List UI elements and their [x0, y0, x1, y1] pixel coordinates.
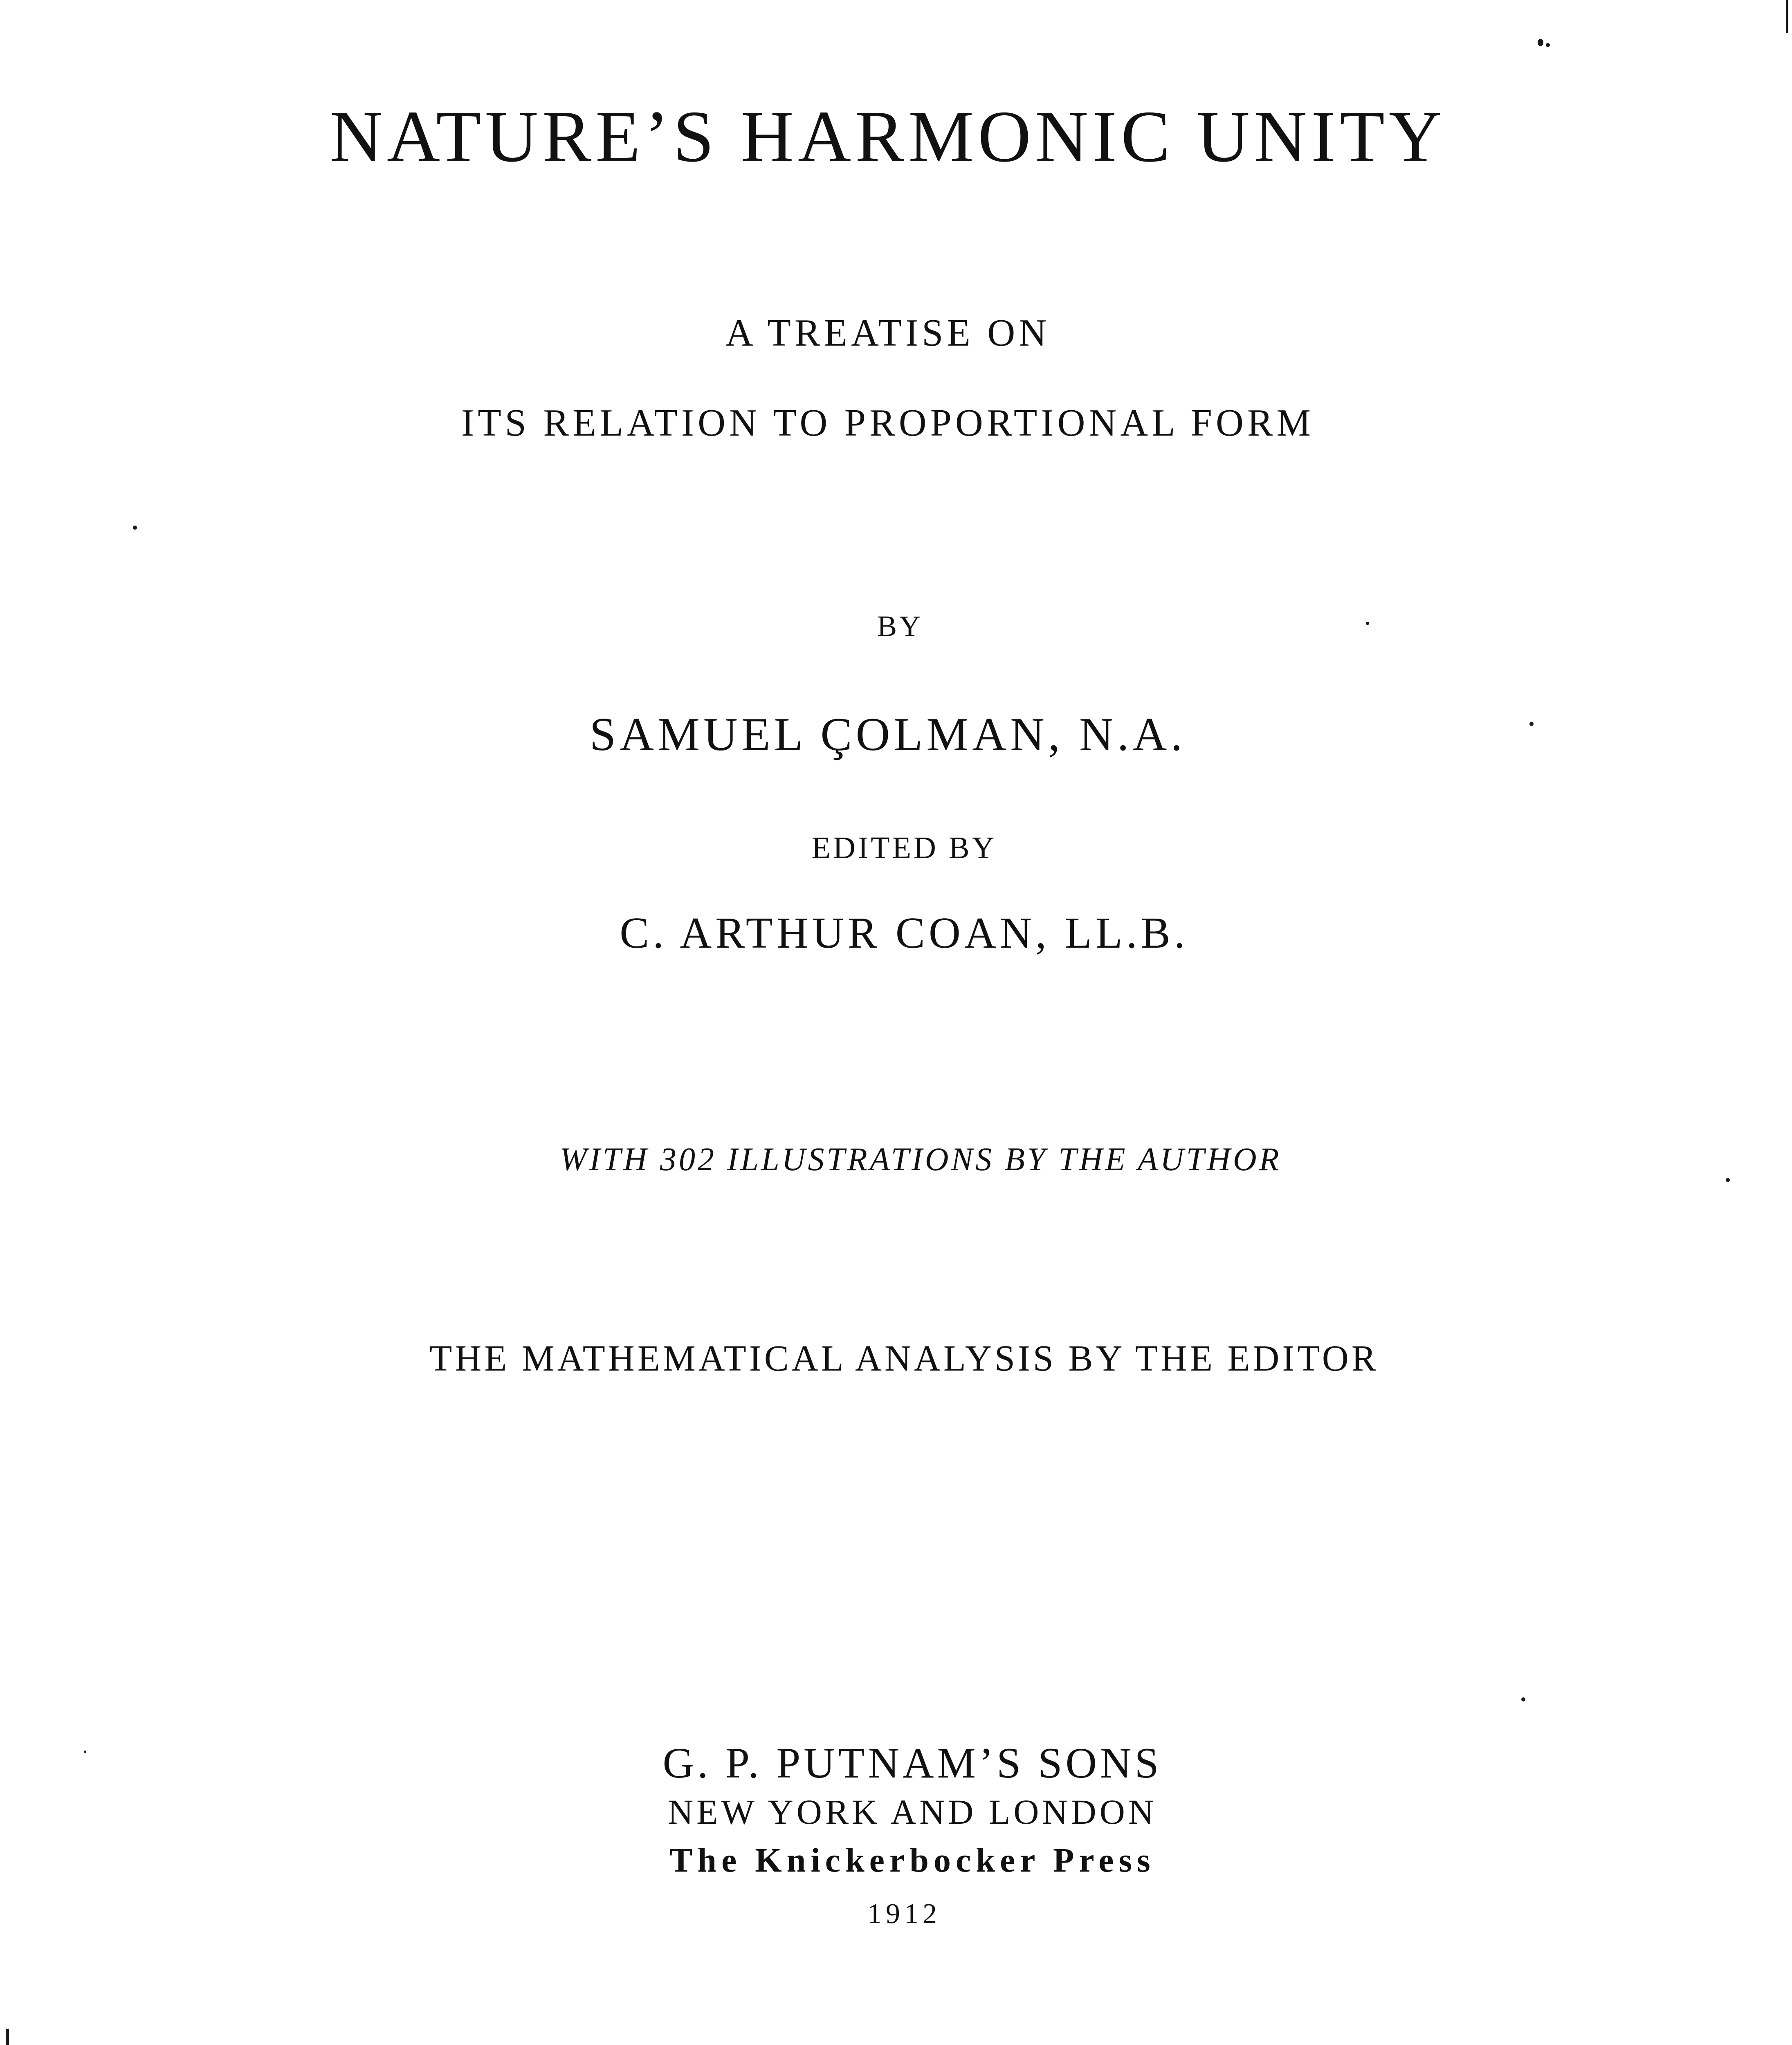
scan-speck	[133, 526, 137, 530]
scan-edge-mark	[1786, 0, 1788, 33]
scan-speck	[1726, 1178, 1730, 1182]
subtitle-line-1: A TREATISE ON	[725, 312, 1051, 354]
scan-speck	[1529, 722, 1534, 726]
editor-name: C. ARTHUR COAN, LL.B.	[620, 909, 1189, 957]
press-name: The Knickerbocker Press	[669, 1841, 1155, 1879]
scan-speck	[84, 1751, 86, 1753]
scan-speck	[1521, 1697, 1525, 1701]
book-title: NATURE’S HARMONIC UNITY	[330, 96, 1446, 177]
scan-speck	[1546, 43, 1550, 47]
scan-speck	[1538, 39, 1543, 46]
by-label: BY	[877, 610, 923, 643]
scan-speck	[1366, 622, 1369, 625]
publisher-location: NEW YORK AND LONDON	[668, 1792, 1157, 1832]
analysis-note: THE MATHEMATICAL ANALYSIS BY THE EDITOR	[429, 1338, 1379, 1379]
illustrations-note: WITH 302 ILLUSTRATIONS BY THE AUTHOR	[559, 1142, 1282, 1178]
subtitle-line-2: ITS RELATION TO PROPORTIONAL FORM	[461, 402, 1315, 444]
author-name: SAMUEL ÇOLMAN, N.A.	[589, 708, 1186, 761]
edited-by-label: EDITED BY	[811, 831, 997, 865]
publisher-name: G. P. PUTNAM’S SONS	[662, 1739, 1162, 1787]
publication-year: 1912	[867, 1898, 941, 1930]
scan-edge-mark	[6, 2029, 9, 2045]
